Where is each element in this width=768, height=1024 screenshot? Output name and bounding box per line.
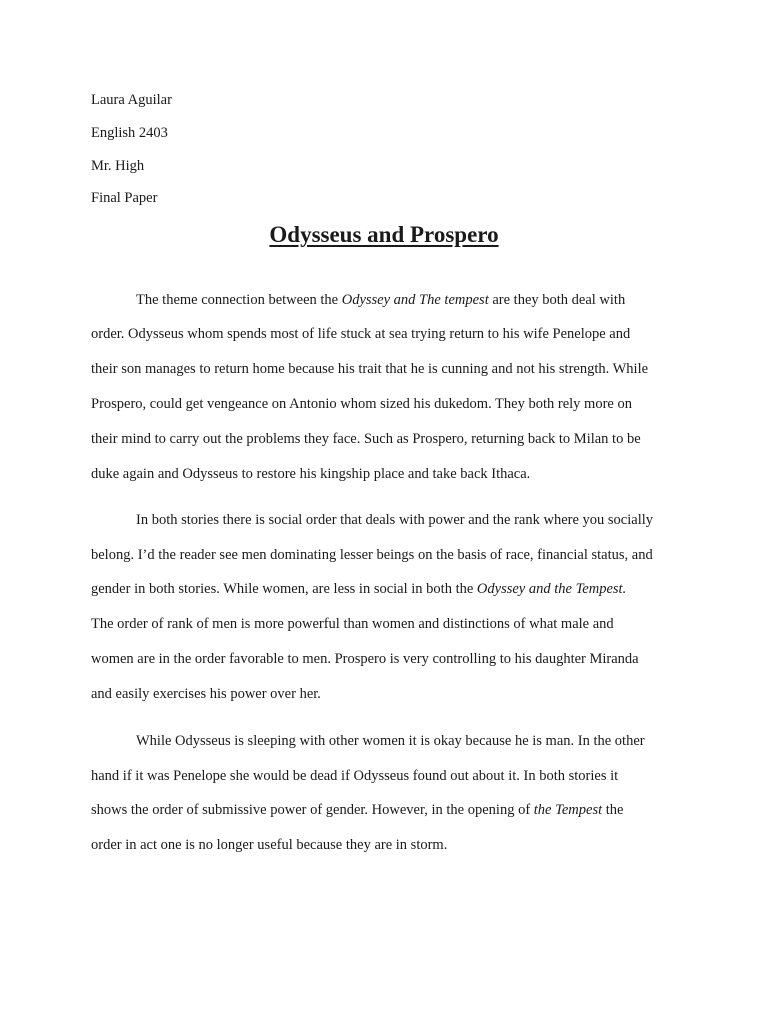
paragraph-line: and easily exercises his power over her. — [91, 686, 321, 702]
paper-title: Odysseus and Prospero — [269, 222, 499, 247]
paragraph-line: belong. I’d the reader see men dominating lesser beings on the basis of race, financial status, and — [91, 547, 653, 563]
paragraph-line: women are in the order favorable to men. Prospero is very controlling to his daughter Miranda — [91, 651, 639, 667]
assignment-type: Final Paper — [91, 190, 158, 206]
paragraph-line: duke again and Odysseus to restore his kingship place and take back Ithaca. — [91, 466, 531, 482]
paragraph-line: hand if it was Penelope she would be dead if Odysseus found out about it. In both stories it — [91, 768, 619, 784]
paragraph-line: The order of rank of men is more powerful than women and distinctions of what male and — [91, 616, 614, 632]
paragraph-line: order in act one is no longer useful because they are in storm. — [91, 837, 448, 853]
course-name: English 2403 — [91, 125, 168, 141]
paragraph-line: Prospero, could get vengeance on Antonio whom sized his dukedom. They both rely more on — [91, 396, 632, 412]
instructor-name: Mr. High — [91, 158, 145, 174]
paragraph-line: order. Odysseus whom spends most of life stuck at sea trying return to his wife Penelope and — [91, 326, 631, 342]
paragraph-line: While Odysseus is sleeping with other women it is okay because he is man. In the other — [136, 733, 645, 749]
paragraph-line: gender in both stories. While women, are less in social in both the Odyssey and the Tempest. — [91, 581, 627, 597]
paragraph-line: their mind to carry out the problems they face. Such as Prospero, returning back to Milan to be — [91, 431, 641, 447]
paragraph-line: shows the order of submissive power of gender. However, in the opening of the Tempest the — [91, 802, 624, 818]
paragraph-line: In both stories there is social order that deals with power and the rank where you socially — [136, 512, 654, 528]
paragraph-line: their son manages to return home because his trait that he is cunning and not his strength. While — [91, 361, 649, 377]
paragraph-line: The theme connection between the Odyssey and The tempest are they both deal with — [136, 292, 626, 308]
author-name: Laura Aguilar — [91, 92, 172, 108]
